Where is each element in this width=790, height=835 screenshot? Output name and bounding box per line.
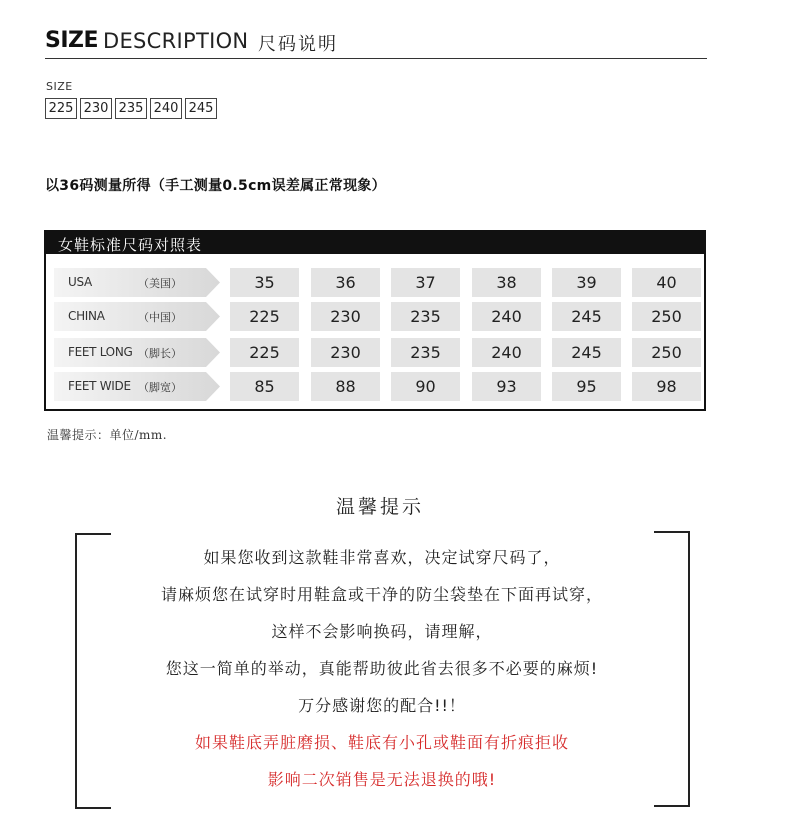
tips-title: 温馨提示 [335, 496, 424, 518]
table-row [54, 268, 704, 297]
table-cell: 235 [391, 338, 460, 367]
size-option: 225 [45, 98, 77, 119]
table-cell: 37 [391, 268, 460, 297]
table-cell: 36 [311, 268, 380, 297]
table-cell: 230 [311, 338, 380, 367]
row-label [54, 338, 222, 367]
row-label-en: CHINA [68, 309, 105, 323]
tip-line: 请麻烦您在试穿时用鞋盒或干净的防尘袋垫在下面再试穿， [160, 585, 603, 604]
warning-line: 如果鞋底弄脏磨损、鞋底有小孔或鞋面有折痕拒收 [194, 733, 569, 752]
table-cell: 225 [230, 302, 299, 331]
title-description: DESCRIPTION [103, 29, 249, 53]
row-label-cn: （美国） [138, 277, 182, 290]
size-label: SIZE [46, 80, 73, 93]
table-row [54, 372, 704, 401]
table-cell: 235 [391, 302, 460, 331]
size-option: 235 [115, 98, 147, 119]
size-description-header [45, 28, 707, 59]
table-row [54, 338, 704, 367]
table-cell: 95 [552, 372, 621, 401]
table-cell: 98 [632, 372, 701, 401]
size-chart-table [44, 230, 706, 411]
table-cell: 240 [472, 302, 541, 331]
table-header [46, 232, 704, 254]
table-cell: 38 [472, 268, 541, 297]
measurement-note: 以36码测量所得（手工测量0.5cm误差属正常现象） [45, 178, 386, 194]
table-cell: 230 [311, 302, 380, 331]
size-option: 230 [80, 98, 112, 119]
row-label-en: USA [68, 275, 92, 289]
table-cell: 90 [391, 372, 460, 401]
table-cell: 225 [230, 338, 299, 367]
table-cell: 250 [632, 338, 701, 367]
size-options [45, 98, 217, 119]
tip-line: 您这一简单的举动，真能帮助彼此省去很多不必要的麻烦! [165, 659, 599, 678]
tip-line: 如果您收到这款鞋非常喜欢，决定试穿尺码了， [203, 548, 561, 567]
size-option: 245 [185, 98, 217, 119]
table-cell: 245 [552, 302, 621, 331]
table-cell: 40 [632, 268, 701, 297]
warning-line: 影响二次销售是无法退换的哦! [267, 770, 497, 789]
table-cell: 88 [311, 372, 380, 401]
unit-note: 温馨提示：单位/mm. [47, 428, 168, 442]
tip-line: 万分感谢您的配合!!！ [298, 696, 466, 715]
tip-line: 这样不会影响换码，请理解， [271, 622, 493, 641]
row-label [54, 268, 222, 297]
row-label-cn: （脚长） [138, 347, 182, 360]
table-cell: 250 [632, 302, 701, 331]
row-label-en: FEET LONG [68, 345, 133, 359]
row-label-cn: （脚宽） [138, 381, 182, 394]
table-cell: 245 [552, 338, 621, 367]
row-label-cn: （中国） [138, 311, 182, 324]
table-cell: 39 [552, 268, 621, 297]
table-cell: 85 [230, 372, 299, 401]
size-option: 240 [150, 98, 182, 119]
row-label [54, 372, 222, 401]
row-label-en: FEET WIDE [68, 379, 131, 393]
table-cell: 93 [472, 372, 541, 401]
title-chinese: 尺码说明 [258, 34, 338, 55]
table-row [54, 302, 704, 331]
row-label [54, 302, 222, 331]
title-size: SIZE [45, 28, 99, 53]
table-cell: 35 [230, 268, 299, 297]
table-cell: 240 [472, 338, 541, 367]
table-title: 女鞋标准尺码对照表 [58, 236, 203, 254]
